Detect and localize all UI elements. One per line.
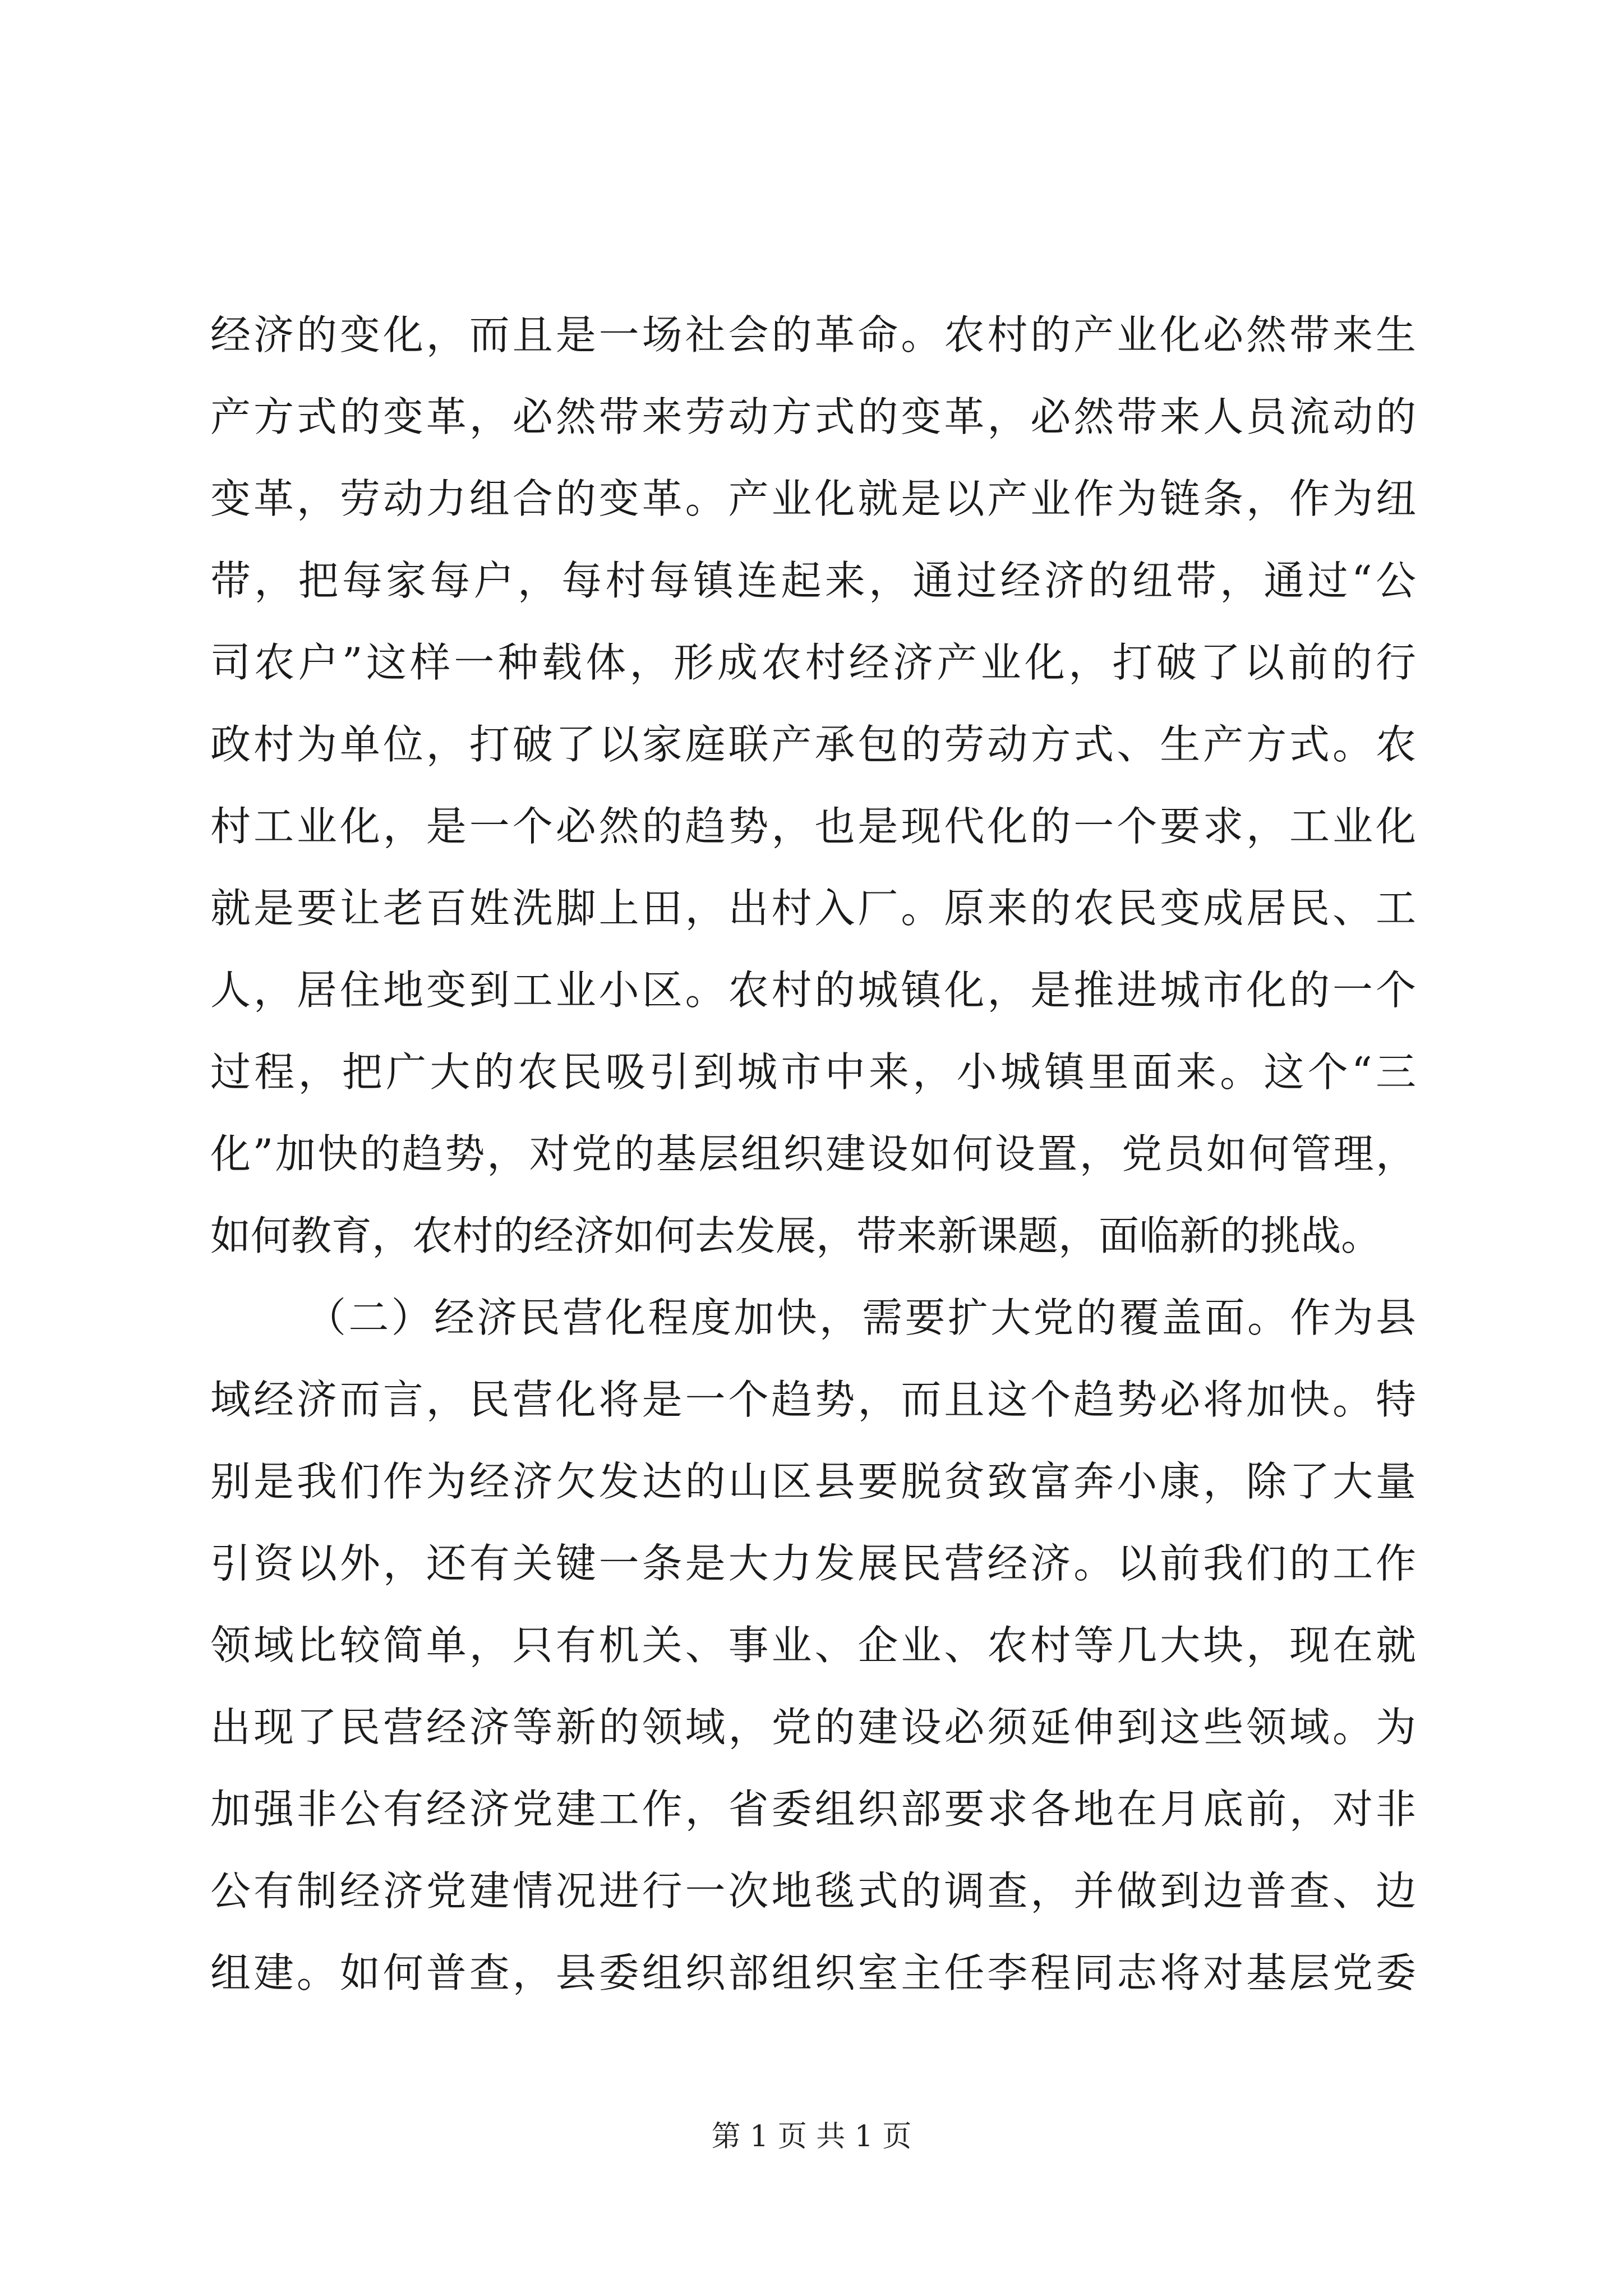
text-line: 域经济而言，民营化将是一个趋势，而且这个趋势必将加快。特	[210, 1376, 1416, 1423]
section-heading-line: （二）经济民营化程度加快，需要扩大党的覆盖面。作为县	[306, 1294, 1416, 1341]
text-line: 就是要让老百姓洗脚上田，出村入厂。原来的农民变成居民、工	[210, 885, 1416, 932]
text-line: 经济的变化，而且是一场社会的革命。农村的产业化必然带来生	[210, 311, 1416, 358]
text-line: 领域比较简单，只有机关、事业、企业、农村等几大块，现在就	[210, 1622, 1416, 1669]
text-line: 政村为单位，打破了以家庭联产承包的劳动方式、生产方式。农	[210, 721, 1416, 768]
text-line: 变革，劳动力组合的变革。产业化就是以产业作为链条，作为纽	[210, 475, 1416, 522]
text-line: 公有制经济党建情况进行一次地毯式的调查，并做到边普查、边	[210, 1867, 1416, 1915]
text-line: 带，把每家每户，每村每镇连起来，通过经济的纽带，通过“公	[210, 557, 1416, 604]
text-line: 加强非公有经济党建工作，省委组织部要求各地在月底前，对非	[210, 1786, 1416, 1833]
text-line: 化”加快的趋势，对党的基层组织建设如何设置，党员如何管理，	[210, 1130, 1416, 1177]
text-line: 别是我们作为经济欠发达的山区县要脱贫致富奔小康，除了大量	[210, 1458, 1416, 1505]
text-line: 村工业化，是一个必然的趋势，也是现代化的一个要求，工业化	[210, 803, 1416, 850]
text-line: 过程，把广大的农民吸引到城市中来，小城镇里面来。这个“三	[210, 1048, 1416, 1096]
body-text	[210, 294, 1416, 2014]
text-line: 司农户”这样一种载体，形成农村经济产业化，打破了以前的行	[210, 639, 1416, 686]
text-line: 组建。如何普查，县委组织部组织室主任李程同志将对基层党委	[210, 1949, 1416, 1996]
text-line: 如何教育，农村的经济如何去发展，带来新课题，面临新的挑战。	[210, 1212, 1382, 1259]
text-line: 出现了民营经济等新的领域，党的建设必须延伸到这些领域。为	[210, 1704, 1416, 1751]
page-footer: 第 1 页 共 1 页	[711, 2120, 912, 2154]
text-line: 产方式的变革，必然带来劳动方式的变革，必然带来人员流动的	[210, 393, 1416, 440]
text-line: 引资以外，还有关键一条是大力发展民营经济。以前我们的工作	[210, 1540, 1416, 1587]
text-line: 人，居住地变到工业小区。农村的城镇化，是推进城市化的一个	[210, 967, 1416, 1014]
